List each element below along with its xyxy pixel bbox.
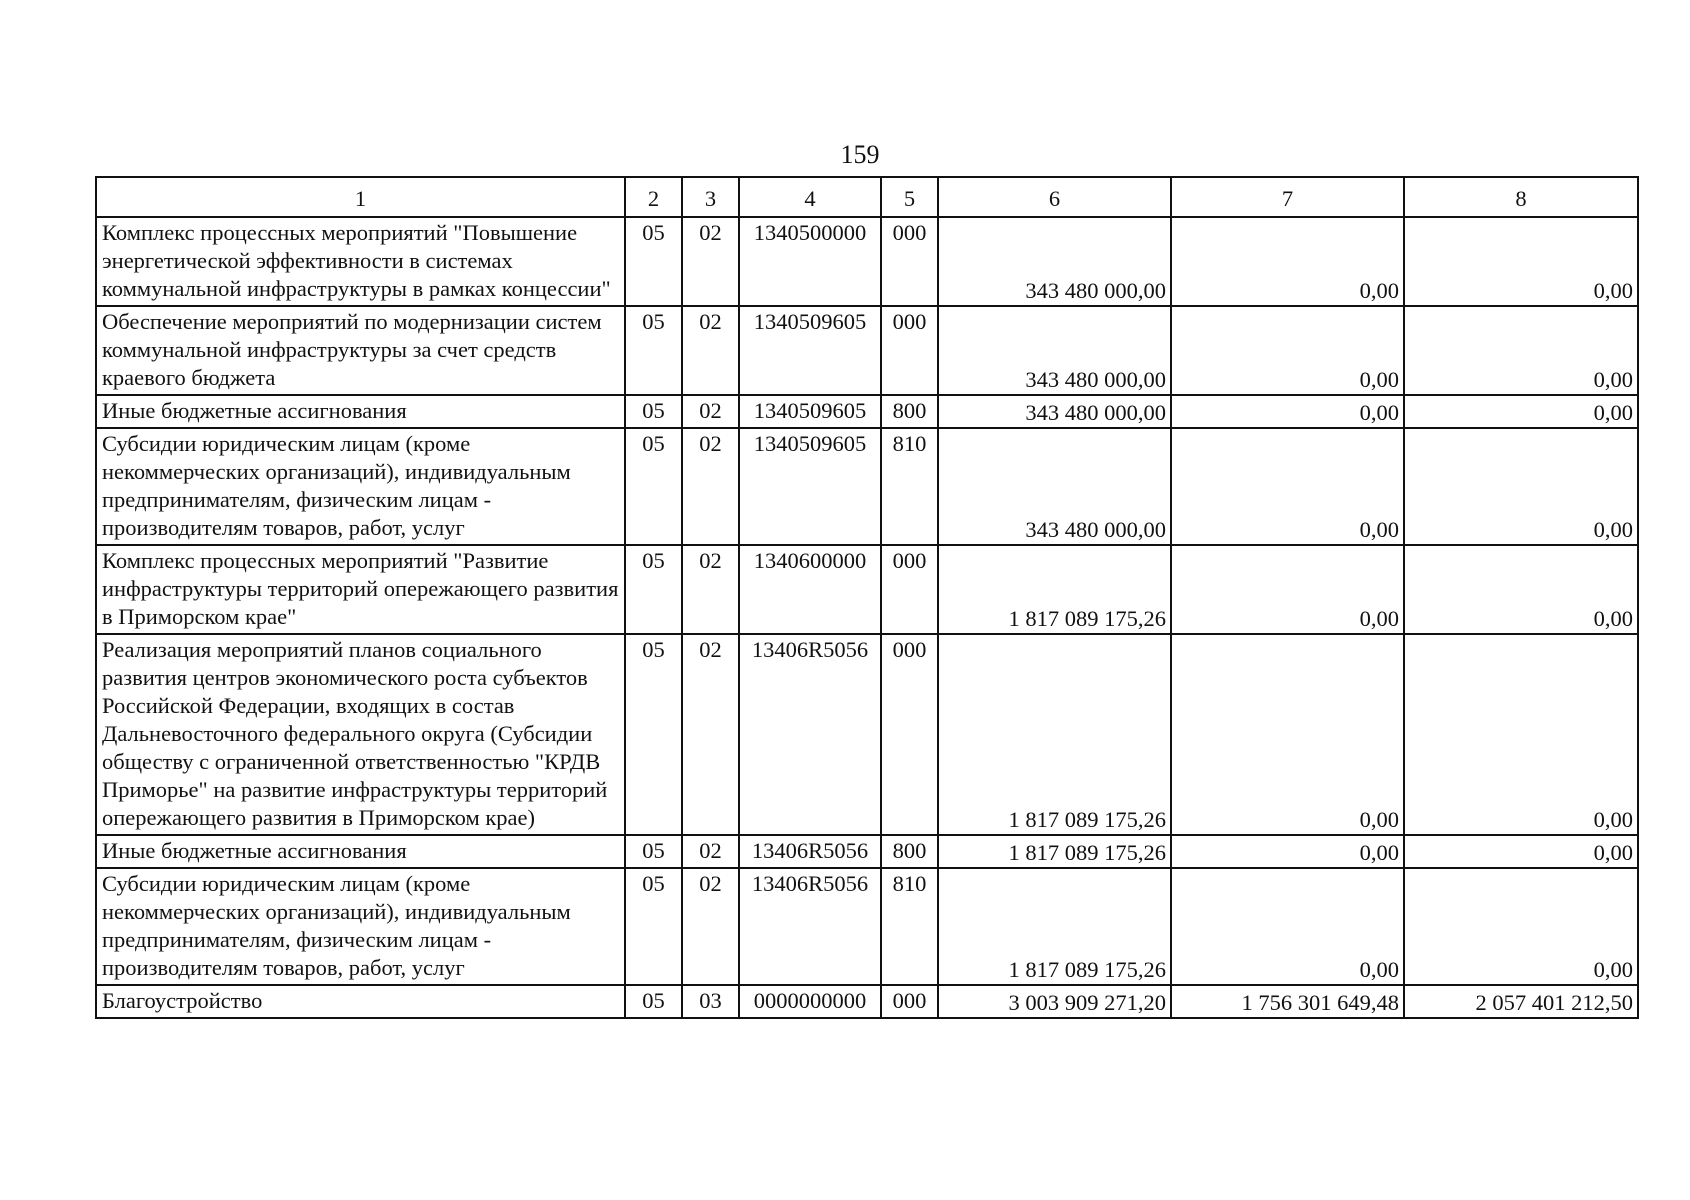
target-article-code: 13406R5056 [739, 634, 881, 835]
subsection-code: 03 [682, 985, 739, 1018]
section-code: 05 [625, 835, 682, 868]
column-header: 2 [625, 177, 682, 217]
amount-col-6: 343 480 000,00 [938, 217, 1171, 306]
column-header: 3 [682, 177, 739, 217]
row-name: Субсидии юридическим лицам (кроме некоммерческих организаций), индивидуальным предпринимателям, физическим лицам - производителям товаров, работ, услуг [96, 428, 625, 545]
expense-type-code: 000 [881, 217, 938, 306]
section-code: 05 [625, 545, 682, 634]
column-header: 4 [739, 177, 881, 217]
section-code: 05 [625, 428, 682, 545]
row-name: Обеспечение мероприятий по модернизации систем коммунальной инфраструктуры за счет средств краевого бюджета [96, 306, 625, 395]
target-article-code: 1340509605 [739, 306, 881, 395]
amount-col-6: 3 003 909 271,20 [938, 985, 1171, 1018]
expense-type-code: 800 [881, 395, 938, 428]
row-name: Иные бюджетные ассигнования [96, 835, 625, 868]
target-article-code: 0000000000 [739, 985, 881, 1018]
row-name: Комплекс процессных мероприятий "Повышение энергетической эффективности в системах коммунальной инфраструктуры в рамках концессии" [96, 217, 625, 306]
table-row [96, 545, 1638, 634]
section-code: 05 [625, 634, 682, 835]
expense-type-code: 000 [881, 306, 938, 395]
row-name: Реализация мероприятий планов социального развития центров экономического роста субъектов Российской Федерации, входящих в состав Дальневосточного федерального округа (Субсидии обществу с ограниченной ответственностью "КРДВ Приморье" на развитие инфраструктуры территорий опережающего развития в Приморском крае) [96, 634, 625, 835]
amount-col-8: 0,00 [1404, 395, 1638, 428]
amount-col-7: 0,00 [1171, 395, 1404, 428]
subsection-code: 02 [682, 835, 739, 868]
section-code: 05 [625, 306, 682, 395]
amount-col-6: 343 480 000,00 [938, 428, 1171, 545]
amount-col-7: 1 756 301 649,48 [1171, 985, 1404, 1018]
column-header: 5 [881, 177, 938, 217]
table-row [96, 306, 1638, 395]
amount-col-6: 1 817 089 175,26 [938, 545, 1171, 634]
target-article-code: 1340500000 [739, 217, 881, 306]
amount-col-8: 0,00 [1404, 634, 1638, 835]
subsection-code: 02 [682, 395, 739, 428]
expense-type-code: 000 [881, 985, 938, 1018]
subsection-code: 02 [682, 306, 739, 395]
amount-col-8: 0,00 [1404, 428, 1638, 545]
target-article-code: 1340509605 [739, 428, 881, 545]
section-code: 05 [625, 868, 682, 985]
table-row [96, 985, 1638, 1018]
row-name: Субсидии юридическим лицам (кроме некоммерческих организаций), индивидуальным предпринимателям, физическим лицам - производителям товаров, работ, услуг [96, 868, 625, 985]
amount-col-8: 0,00 [1404, 306, 1638, 395]
expense-type-code: 810 [881, 868, 938, 985]
expense-type-code: 000 [881, 545, 938, 634]
expense-type-code: 000 [881, 634, 938, 835]
amount-col-7: 0,00 [1171, 634, 1404, 835]
column-header: 1 [96, 177, 625, 217]
amount-col-8: 0,00 [1404, 545, 1638, 634]
amount-col-6: 1 817 089 175,26 [938, 634, 1171, 835]
amount-col-6: 343 480 000,00 [938, 306, 1171, 395]
amount-col-6: 1 817 089 175,26 [938, 835, 1171, 868]
column-header: 7 [1171, 177, 1404, 217]
table-row [96, 634, 1638, 835]
target-article-code: 1340600000 [739, 545, 881, 634]
amount-col-8: 0,00 [1404, 217, 1638, 306]
table-row [96, 868, 1638, 985]
row-name: Иные бюджетные ассигнования [96, 395, 625, 428]
row-name: Комплекс процессных мероприятий "Развитие инфраструктуры территорий опережающего развития в Приморском крае" [96, 545, 625, 634]
amount-col-7: 0,00 [1171, 428, 1404, 545]
column-header: 8 [1404, 177, 1638, 217]
subsection-code: 02 [682, 217, 739, 306]
expense-type-code: 810 [881, 428, 938, 545]
section-code: 05 [625, 217, 682, 306]
row-name: Благоустройство [96, 985, 625, 1018]
subsection-code: 02 [682, 545, 739, 634]
budget-table [95, 176, 1639, 1019]
amount-col-7: 0,00 [1171, 306, 1404, 395]
table-row [96, 428, 1638, 545]
section-code: 05 [625, 985, 682, 1018]
page-number: 159 [840, 140, 880, 169]
subsection-code: 02 [682, 634, 739, 835]
table-row [96, 395, 1638, 428]
expense-type-code: 800 [881, 835, 938, 868]
subsection-code: 02 [682, 428, 739, 545]
section-code: 05 [625, 395, 682, 428]
amount-col-7: 0,00 [1171, 217, 1404, 306]
amount-col-6: 1 817 089 175,26 [938, 868, 1171, 985]
amount-col-7: 0,00 [1171, 545, 1404, 634]
table-row [96, 217, 1638, 306]
target-article-code: 13406R5056 [739, 868, 881, 985]
amount-col-7: 0,00 [1171, 868, 1404, 985]
amount-col-6: 343 480 000,00 [938, 395, 1171, 428]
target-article-code: 13406R5056 [739, 835, 881, 868]
target-article-code: 1340509605 [739, 395, 881, 428]
amount-col-8: 2 057 401 212,50 [1404, 985, 1638, 1018]
subsection-code: 02 [682, 868, 739, 985]
column-header: 6 [938, 177, 1171, 217]
table-row [96, 835, 1638, 868]
amount-col-8: 0,00 [1404, 835, 1638, 868]
header-row [96, 177, 1638, 217]
amount-col-8: 0,00 [1404, 868, 1638, 985]
amount-col-7: 0,00 [1171, 835, 1404, 868]
